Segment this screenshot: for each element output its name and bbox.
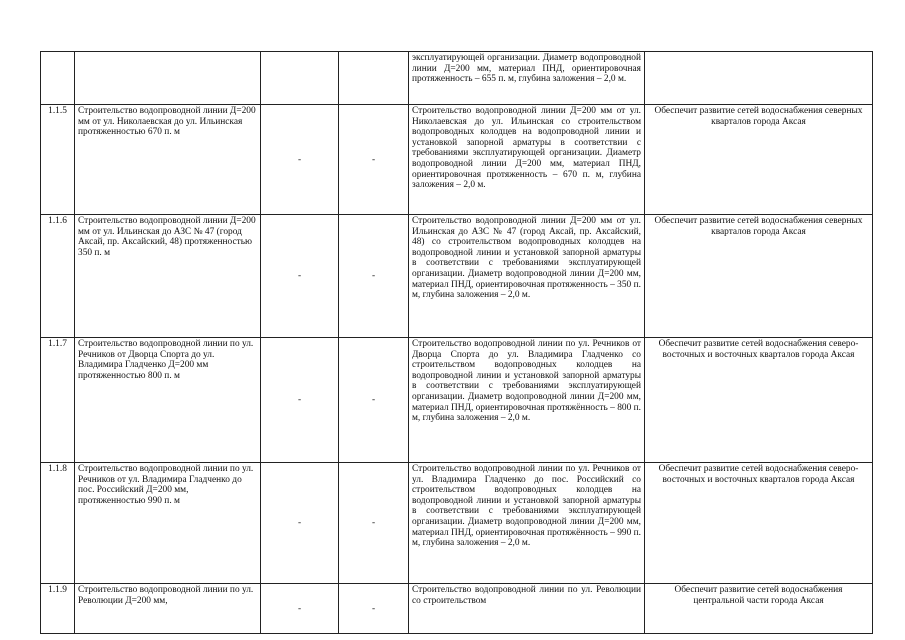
- row-number: 1.1.6: [41, 215, 75, 338]
- column-3-value: -: [261, 215, 339, 338]
- measure-description: Строительство водопроводной линии по ул. Речников от ул. Владимира Гладченко до пос. Российский со строительством водопроводных колодцев на водопроводной линии и установкой запорной арматуры в соответствии с требованиями эксплуатирующей организации. Диаметр водопроводной линии Д=200 мм, материал ПНД, ориентировочная протяжённость – 990 п. м, глубина заложения – 2,0 м.: [409, 463, 645, 584]
- measure-name: [75, 52, 261, 105]
- column-4-value: -: [339, 463, 409, 584]
- measure-name: Строительство водопроводной линии по ул. Речников от Дворца Спорта до ул. Владимира Гладченко Д=200 мм протяженностью 800 п. м: [75, 338, 261, 463]
- row-number: 1.1.7: [41, 338, 75, 463]
- measure-description: Строительство водопроводной линии Д=200 мм от ул. Ильинская до АЗС № 47 (город Аксай, пр. Аксайский, 48) со строительством водопроводных колодцев на водопроводной линии и установкой запорной арматуры в соответствии с требованиями эксплуатирующей организации. Диаметр водопроводной линии Д=200 мм, материал ПНД, ориентировочная протяженность – 350 п. м, глубина заложения – 2,0 м.: [409, 215, 645, 338]
- column-4-value: -: [339, 584, 409, 634]
- column-4-value: -: [339, 338, 409, 463]
- measure-description: Строительство водопроводной линии по ул. Революции со строительством: [409, 584, 645, 634]
- row-number: 1.1.9: [41, 584, 75, 634]
- row-number: 1.1.5: [41, 105, 75, 215]
- column-3-value: -: [261, 105, 339, 215]
- column-4-value: -: [339, 215, 409, 338]
- table-row: [41, 584, 873, 634]
- measure-description: Строительство водопроводной линии Д=200 мм от ул. Николаевская до ул. Ильинская со строительством водопроводных колодцев на водопроводной линии и установкой запорной арматуры в соответствии с требованиями эксплуатирующей организации. Диаметр водопроводной линии Д=200 мм, материал ПНД, ориентировочная протяженность – 670 п. м, глубина заложения – 2,0 м.: [409, 105, 645, 215]
- column-3-value: -: [261, 584, 339, 634]
- measure-description: Строительство водопроводной линии по ул. Речников от Дворца Спорта до ул. Владимира Гладченко со строительством водопроводных колодцев на водопроводной линии и установкой запорной арматуры в соответствии с требованиями эксплуатирующей организации. Диаметр водопроводной линии Д=200 мм, материал ПНД, ориентировочная протяжённость – 800 п. м, глубина заложения – 2,0 м.: [409, 338, 645, 463]
- row-number: [41, 52, 75, 105]
- measure-purpose: Обеспечит развитие сетей водоснабжения центральной части города Аксая: [645, 584, 873, 634]
- measure-name: Строительство водопроводной линии по ул. Революции Д=200 мм,: [75, 584, 261, 634]
- measure-purpose: Обеспечит развитие сетей водоснабжения северо-восточных и восточных кварталов города Аксая: [645, 338, 873, 463]
- table-row: [41, 52, 873, 105]
- column-3-value: -: [261, 463, 339, 584]
- measure-description: эксплуатирующей организации. Диаметр водопроводной линии Д=200 мм, материал ПНД, ориентировочная протяженность – 655 п. м, глубина заложения – 2,0 м.: [409, 52, 645, 105]
- measure-purpose: Обеспечит развитие сетей водоснабжения северо-восточных и восточных кварталов города Аксая: [645, 463, 873, 584]
- measure-purpose: Обеспечит развитие сетей водоснабжения северных кварталов города Аксая: [645, 215, 873, 338]
- measure-name: Строительство водопроводной линии Д=200 мм от ул. Николаевская до ул. Ильинская протяженностью 670 п. м: [75, 105, 261, 215]
- table-row: [41, 338, 873, 463]
- measure-name: Строительство водопроводной линии по ул. Речников от ул. Владимира Гладченко до пос. Российский Д=200 мм, протяженностью 990 п. м: [75, 463, 261, 584]
- measures-table: [40, 51, 873, 634]
- table-row: [41, 215, 873, 338]
- measure-name: Строительство водопроводной линии Д=200 мм от ул. Ильинская до АЗС № 47 (город Аксай, пр. Аксайский, 48) протяженностью 350 п. м: [75, 215, 261, 338]
- row-number: 1.1.8: [41, 463, 75, 584]
- column-4-value: -: [339, 105, 409, 215]
- column-3-value: [261, 52, 339, 105]
- table-row: [41, 463, 873, 584]
- column-4-value: [339, 52, 409, 105]
- table-row: [41, 105, 873, 215]
- measure-purpose: Обеспечит развитие сетей водоснабжения северных кварталов города Аксая: [645, 105, 873, 215]
- measure-purpose: [645, 52, 873, 105]
- column-3-value: -: [261, 338, 339, 463]
